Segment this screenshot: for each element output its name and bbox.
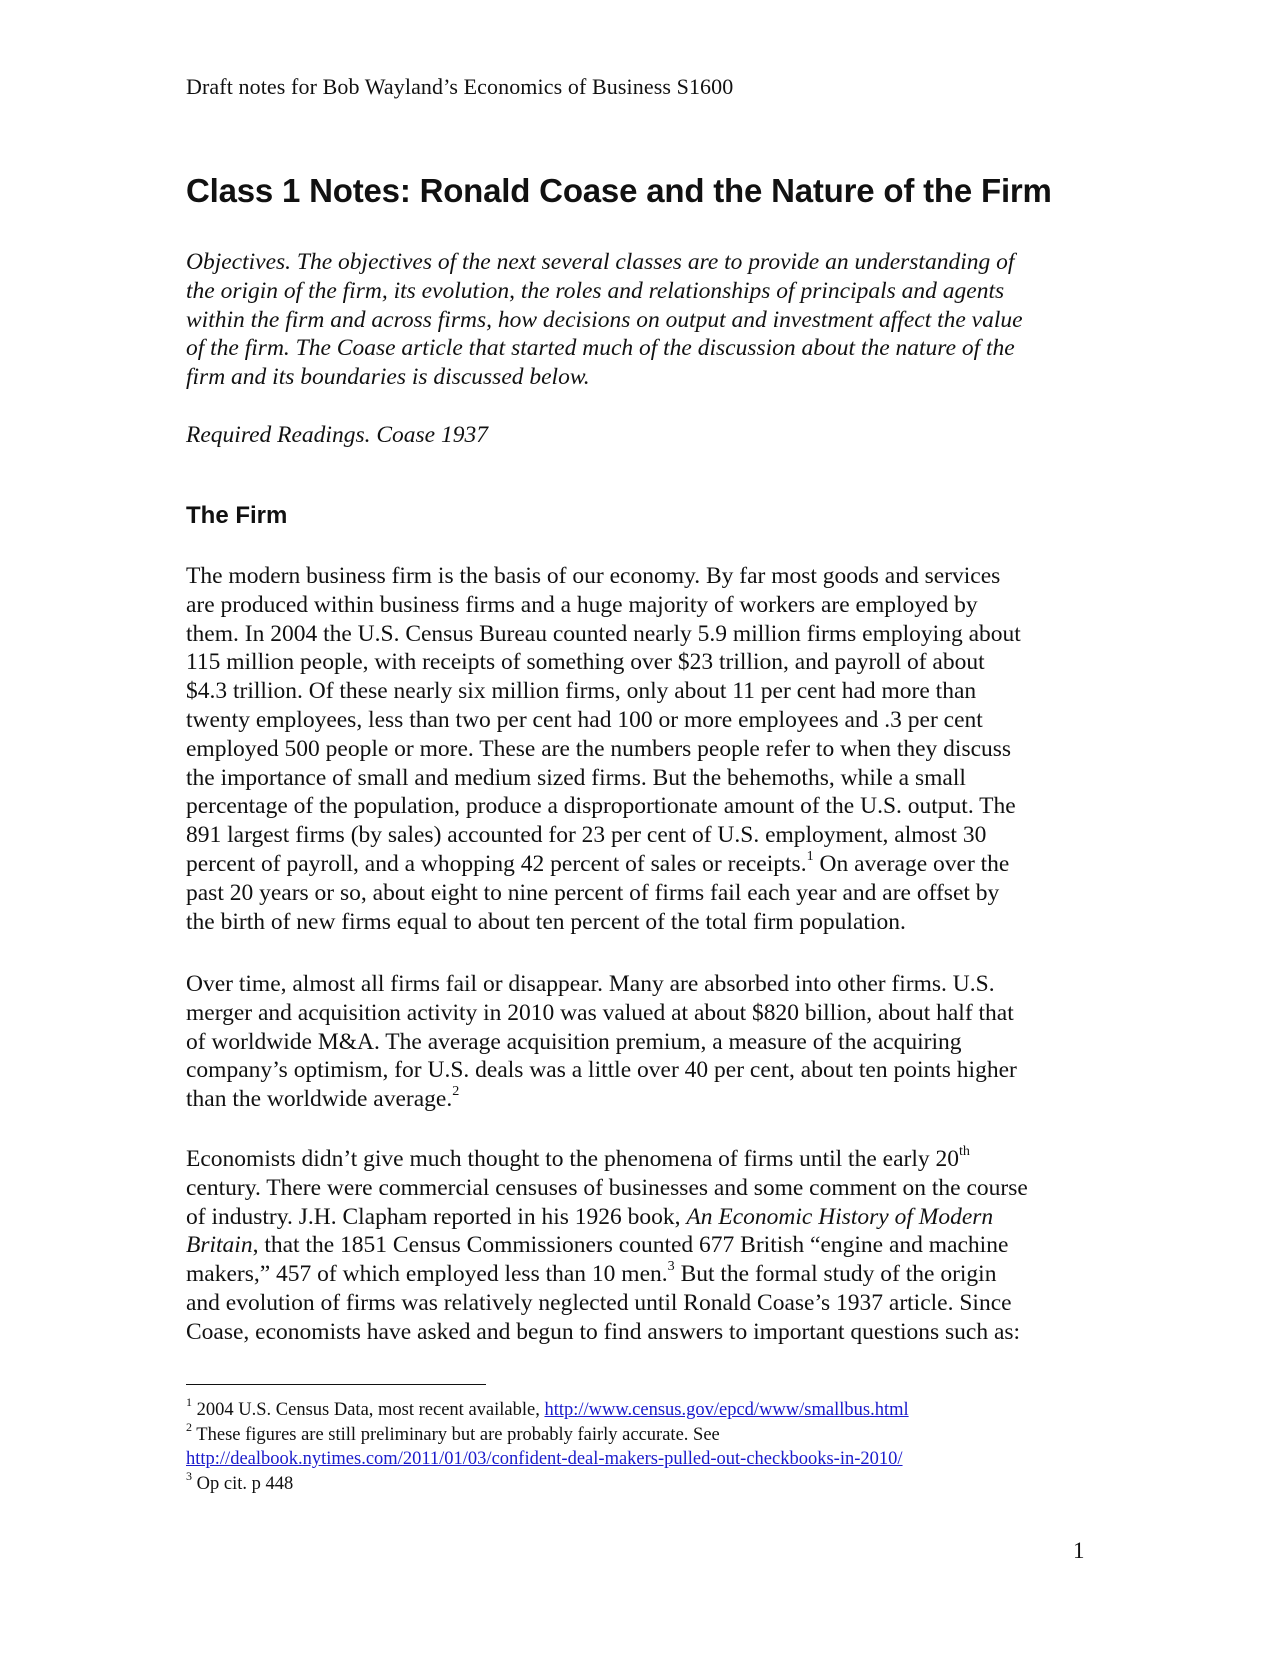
footnote-2 bbox=[186, 1419, 1146, 1448]
footnotes-section bbox=[186, 1395, 1146, 1496]
superscript-th: th bbox=[958, 1143, 970, 1160]
paragraph-line: employed 500 people or more. These are the numbers people refer to when they discuss bbox=[186, 735, 1012, 762]
paragraph-line: the importance of small and medium sized firms. But the behemoths, while a small bbox=[186, 764, 966, 791]
footnote-number: 1 bbox=[186, 1395, 193, 1410]
paragraph-line: twenty employees, less than two per cent had 100 or more employees and .3 per cent bbox=[186, 706, 983, 733]
paragraph-line: them. In 2004 the U.S. Census Bureau counted nearly 5.9 million firms employing about bbox=[186, 620, 1021, 647]
text-run: of industry. J.H. Clapham reported in his 1926 book, bbox=[186, 1203, 687, 1230]
paragraph-line: $4.3 trillion. Of these nearly six million firms, only about 11 per cent had more than bbox=[186, 678, 977, 705]
paragraph-line: Coase, economists have asked and begun to find answers to important questions such as: bbox=[186, 1318, 1021, 1345]
paragraph-line bbox=[186, 1260, 1086, 1289]
objectives-line: the origin of the firm, its evolution, the roles and relationships of principals and agents bbox=[186, 277, 1005, 304]
footnote-number: 3 bbox=[186, 1468, 193, 1483]
footnote-divider bbox=[186, 1384, 486, 1385]
paragraph-line bbox=[186, 1145, 1086, 1174]
page-number: 1 bbox=[1073, 1538, 1085, 1563]
required-readings: Required Readings. Coase 1937 bbox=[186, 422, 488, 448]
footnote-link-census[interactable]: http://www.census.gov/epcd/www/smallbus.html bbox=[544, 1400, 909, 1420]
paragraph-line: Over time, almost all firms fail or disappear. Many are absorbed into other firms. U.S. bbox=[186, 971, 995, 997]
book-title: Britain bbox=[186, 1232, 253, 1259]
footnote-ref-3[interactable]: 3 bbox=[667, 1258, 675, 1275]
paragraph-line bbox=[186, 1203, 1086, 1232]
text-run: makers,” 457 of which employed less than 10 men. bbox=[186, 1261, 668, 1288]
paragraph-mergers bbox=[186, 970, 1086, 1114]
objectives-line: of the firm. The Coase article that started much of the discussion about the nature of the bbox=[186, 335, 1015, 362]
paragraph-line: past 20 years or so, about eight to nine percent of firms fail each year and are offset by bbox=[186, 879, 1000, 906]
paragraph-line: the birth of new firms equal to about ten percent of the total firm population. bbox=[186, 908, 906, 935]
paragraph-line: company’s optimism, for U.S. deals was a little over 40 per cent, about ten points higher bbox=[186, 1057, 1017, 1084]
paragraph-line: percentage of the population, produce a disproportionate amount of the U.S. output. The bbox=[186, 793, 1016, 820]
paragraph-line: 891 largest firms (by sales) accounted for 23 per cent of U.S. employment, almost 30 bbox=[186, 822, 987, 849]
paragraph-line: and evolution of firms was relatively neglected until Ronald Coase’s 1937 article. Since bbox=[186, 1289, 1012, 1316]
text-run: On average over the bbox=[813, 850, 1010, 877]
text-run: But the formal study of the origin bbox=[674, 1261, 997, 1288]
text-run: percent of payroll, and a whopping 42 percent of sales or receipts. bbox=[186, 850, 807, 877]
paragraph-line: of worldwide M&A. The average acquisition premium, a measure of the acquiring bbox=[186, 1028, 962, 1055]
paragraph-firm-statistics bbox=[186, 562, 1086, 936]
text-run: than the worldwide average. bbox=[186, 1086, 453, 1113]
page-title: Class 1 Notes: Ronald Coase and the Nature of the Firm bbox=[186, 172, 1052, 209]
footnote-text: Op cit. p 448 bbox=[192, 1473, 294, 1494]
footnote-number: 2 bbox=[186, 1419, 193, 1434]
paragraph-line: merger and acquisition activity in 2010 was valued at about $820 billion, about half that bbox=[186, 999, 1014, 1026]
objectives-line: within the firm and across firms, how decisions on output and investment affect the value bbox=[186, 306, 1023, 333]
footnote-ref-1[interactable]: 1 bbox=[806, 848, 814, 865]
paragraph-line bbox=[186, 1231, 1086, 1260]
paragraph-line: are produced within business firms and a huge majority of workers are employed by bbox=[186, 591, 978, 618]
paragraph-line: century. There were commercial censuses of businesses and some comment on the course bbox=[186, 1174, 1028, 1201]
paragraph-economists-history bbox=[186, 1145, 1086, 1347]
paragraph-line bbox=[186, 850, 1086, 879]
text-run: , that the 1851 Census Commissioners counted 677 British “engine and machine bbox=[252, 1232, 1009, 1259]
section-heading-the-firm: The Firm bbox=[186, 502, 288, 529]
footnote-text: These figures are still preliminary but are probably fairly accurate. See bbox=[192, 1424, 720, 1445]
objectives-line: firm and its boundaries is discussed below. bbox=[186, 364, 590, 391]
objectives-paragraph bbox=[186, 248, 1086, 392]
footnote-3 bbox=[186, 1468, 1146, 1497]
footnote-link-dealbook[interactable]: http://dealbook.nytimes.com/2011/01/03/confident-deal-makers-pulled-out-checkbooks-in-2010/ bbox=[186, 1449, 903, 1469]
paragraph-line: The modern business firm is the basis of our economy. By far most goods and services bbox=[186, 563, 1001, 589]
running-header: Draft notes for Bob Wayland’s Economics of Business S1600 bbox=[186, 74, 734, 99]
footnote-1 bbox=[186, 1395, 1146, 1423]
book-title: An Economic History of Modern bbox=[686, 1203, 994, 1230]
paragraph-line: 115 million people, with receipts of something over $23 trillion, and payroll of about bbox=[186, 649, 985, 676]
objectives-line: Objectives. The objectives of the next several classes are to provide an understanding of bbox=[186, 249, 1015, 275]
footnote-2-link-line bbox=[186, 1447, 1146, 1472]
footnote-text: 2004 U.S. Census Data, most recent available, bbox=[192, 1400, 545, 1420]
paragraph-line bbox=[186, 1085, 1086, 1114]
text-run: Economists didn’t give much thought to the phenomena of firms until the early 20 bbox=[186, 1146, 959, 1172]
footnote-ref-2[interactable]: 2 bbox=[452, 1083, 460, 1100]
